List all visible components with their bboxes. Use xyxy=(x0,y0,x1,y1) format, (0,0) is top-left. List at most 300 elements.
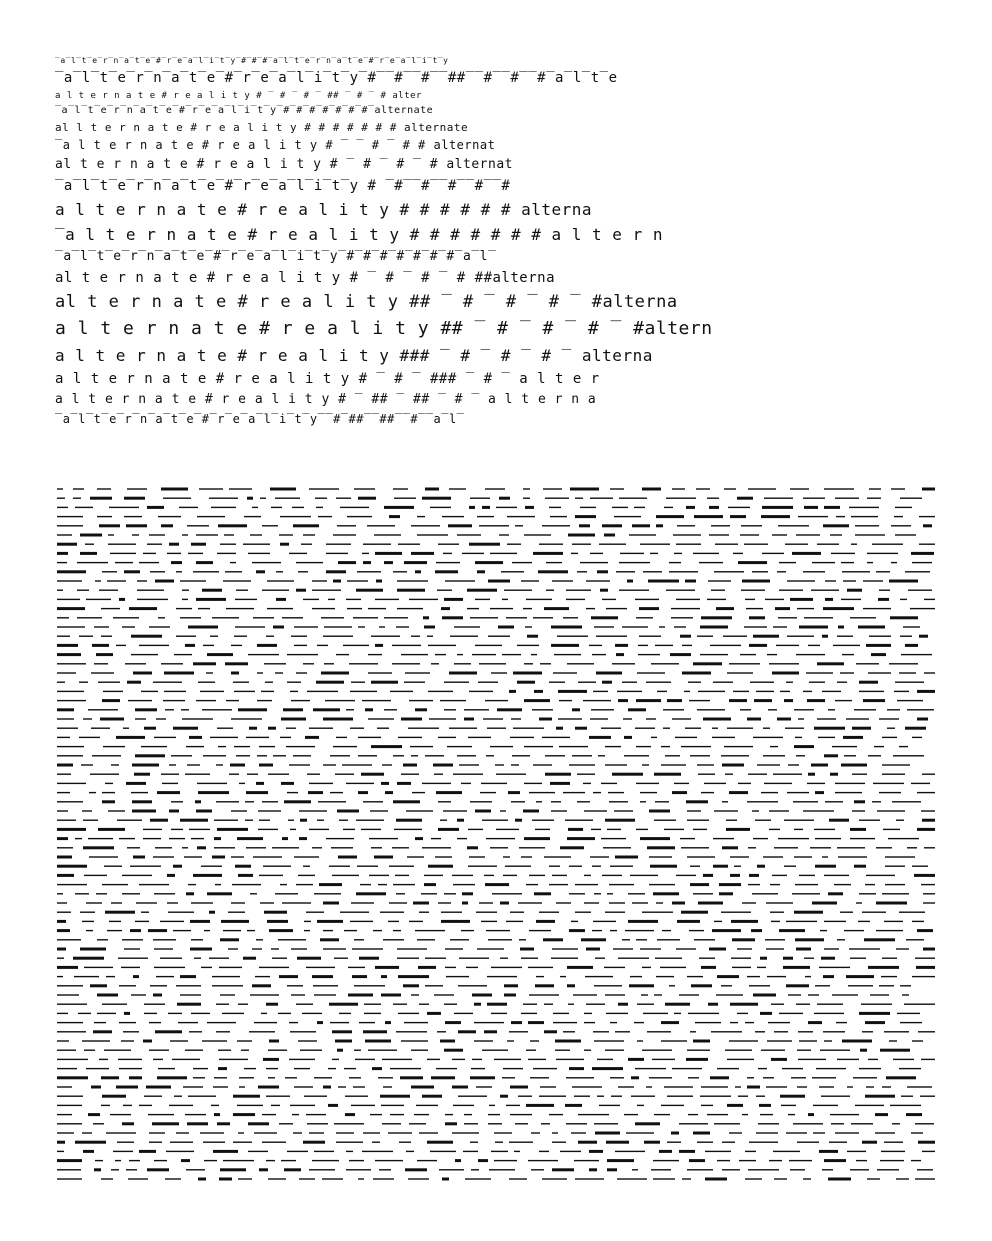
texture-dash xyxy=(427,1141,453,1144)
texture-dash xyxy=(787,580,815,581)
texture-dash xyxy=(404,682,425,683)
texture-dash xyxy=(617,691,642,692)
texture-dash xyxy=(716,607,734,610)
texture-dash xyxy=(884,1031,909,1032)
texture-dash xyxy=(523,1004,537,1005)
texture-dash xyxy=(632,902,648,903)
texture-dash xyxy=(887,709,900,710)
texture-dash xyxy=(410,746,433,747)
texture-dash xyxy=(717,1068,739,1069)
texture-dash xyxy=(301,544,312,545)
texture-dash xyxy=(272,847,299,848)
texture-dash xyxy=(821,957,835,960)
texture-dash xyxy=(490,847,508,848)
texture-dash xyxy=(892,801,921,802)
texture-dash xyxy=(656,976,674,977)
texture-dash xyxy=(458,985,487,986)
texture-dash xyxy=(768,709,777,710)
texture-dash xyxy=(340,912,369,913)
texture-dash xyxy=(750,682,774,683)
artwork-row: a l t e r n a t e # r e a l i t y ### ‾ # ‾ # ‾ # ‾ alterna xyxy=(55,346,653,365)
texture-dash xyxy=(111,1169,119,1170)
texture-dash xyxy=(181,1159,190,1162)
texture-dash xyxy=(189,736,202,739)
texture-dash xyxy=(75,893,89,894)
texture-dash xyxy=(284,800,311,803)
texture-dash xyxy=(103,691,123,692)
texture-dash xyxy=(592,866,601,867)
texture-dash xyxy=(808,1021,822,1024)
texture-dash xyxy=(840,912,853,913)
texture-dash xyxy=(339,1013,351,1014)
texture-dash xyxy=(238,1178,252,1179)
texture-dash xyxy=(92,644,109,647)
texture-dash xyxy=(365,708,373,711)
texture-dash xyxy=(411,1086,434,1089)
texture-dash xyxy=(271,1105,280,1106)
artwork-row: ‾a‾l‾t‾e‾r‾n‾a‾t‾e‾#‾r‾e‾a‾l‾i‾t‾y‾#‾#‾#‾#‾#‾#‾#‾a‾l‾ xyxy=(55,249,497,264)
texture-dash xyxy=(491,672,507,673)
texture-dash xyxy=(491,967,522,968)
texture-dash xyxy=(346,599,361,600)
texture-dash xyxy=(169,1105,193,1106)
texture-dash xyxy=(113,617,139,618)
texture-dash xyxy=(555,1050,570,1051)
texture-dash xyxy=(180,819,208,822)
texture-dash xyxy=(765,599,784,600)
texture-dash xyxy=(674,783,689,784)
texture-dash xyxy=(438,737,456,738)
texture-dash xyxy=(347,580,368,581)
texture-dash xyxy=(761,1050,785,1051)
texture-dash xyxy=(781,1105,796,1106)
texture-dash xyxy=(57,590,63,591)
texture-dash xyxy=(86,599,111,600)
texture-dash xyxy=(917,792,935,793)
texture-dash xyxy=(674,626,686,627)
texture-dash xyxy=(567,966,593,969)
texture-dash xyxy=(713,838,734,839)
texture-dash xyxy=(536,976,544,977)
texture-dash xyxy=(542,1178,567,1179)
texture-dash xyxy=(778,838,809,839)
texture-dash xyxy=(216,801,239,802)
texture-dash xyxy=(485,488,505,489)
texture-dash xyxy=(149,534,165,535)
texture-dash xyxy=(880,1160,904,1161)
texture-dash xyxy=(425,958,446,959)
texture-dash xyxy=(856,902,862,903)
texture-dash xyxy=(651,663,679,664)
texture-dash xyxy=(210,737,238,738)
texture-dash xyxy=(687,976,703,977)
texture-dash xyxy=(656,524,663,527)
texture-dash xyxy=(822,635,828,638)
texture-dash xyxy=(754,699,772,702)
texture-dash xyxy=(318,516,332,517)
texture-dash xyxy=(57,985,83,986)
texture-dash xyxy=(454,626,480,627)
texture-dash xyxy=(507,544,521,545)
texture-dash xyxy=(309,488,339,489)
texture-dash xyxy=(441,607,450,610)
texture-dash xyxy=(296,672,307,673)
texture-dash xyxy=(884,1142,903,1143)
texture-dash xyxy=(652,1059,675,1060)
texture-dash xyxy=(384,709,397,710)
texture-dash xyxy=(606,608,627,609)
texture-dash xyxy=(775,607,790,610)
texture-dash xyxy=(691,984,712,987)
texture-dash xyxy=(57,1031,86,1032)
texture-dash xyxy=(503,1068,523,1069)
texture-dash xyxy=(256,570,265,573)
texture-dash xyxy=(782,1068,803,1069)
texture-dash xyxy=(705,1178,727,1181)
texture-dash xyxy=(635,1068,666,1069)
texture-dash xyxy=(237,837,263,840)
texture-dash xyxy=(139,562,159,563)
texture-dash xyxy=(858,921,870,922)
texture-dash xyxy=(712,737,735,738)
texture-dash xyxy=(776,645,799,646)
texture-dash xyxy=(824,506,840,509)
texture-dash xyxy=(236,590,248,591)
texture-dash xyxy=(358,497,376,500)
texture-dash xyxy=(879,792,901,793)
texture-dash xyxy=(316,681,344,684)
texture-dash xyxy=(212,856,225,859)
texture-dash xyxy=(167,553,181,554)
texture-dash xyxy=(646,718,656,719)
texture-dash xyxy=(796,534,820,535)
texture-dash xyxy=(250,893,257,894)
texture-dash xyxy=(230,562,236,563)
texture-dash xyxy=(726,828,750,831)
texture-dash xyxy=(676,544,701,545)
texture-dash xyxy=(541,1123,550,1124)
texture-dash xyxy=(214,1077,227,1078)
texture-dash xyxy=(102,1004,127,1005)
texture-dash xyxy=(228,948,238,949)
texture-dash xyxy=(832,994,858,995)
texture-dash xyxy=(832,746,857,747)
texture-dash xyxy=(122,939,143,940)
texture-dash xyxy=(749,616,765,619)
texture-dash xyxy=(812,902,837,905)
texture-dash xyxy=(793,801,818,802)
texture-dash xyxy=(267,580,294,581)
texture-dash xyxy=(259,820,270,821)
texture-dash xyxy=(409,1123,426,1124)
texture-dash xyxy=(296,1004,313,1005)
texture-dash xyxy=(820,1050,850,1051)
texture-dash xyxy=(803,810,834,811)
texture-dash xyxy=(555,1040,581,1043)
texture-dash xyxy=(642,764,649,765)
texture-dash xyxy=(602,681,612,684)
texture-dash xyxy=(922,488,935,491)
texture-dash xyxy=(908,590,932,591)
texture-dash xyxy=(417,1160,437,1161)
texture-dash xyxy=(722,764,744,767)
texture-dash xyxy=(699,562,723,563)
texture-dash xyxy=(438,544,459,545)
texture-dash xyxy=(101,1076,119,1079)
texture-dash xyxy=(457,819,464,822)
texture-dash xyxy=(281,782,294,785)
texture-dash xyxy=(182,534,188,535)
texture-dash xyxy=(829,1142,847,1143)
texture-dash xyxy=(796,948,811,951)
texture-dash xyxy=(110,1114,131,1115)
texture-dash xyxy=(599,1105,620,1106)
texture-dash xyxy=(198,791,229,794)
texture-dash xyxy=(57,516,83,517)
texture-dash xyxy=(57,764,73,767)
texture-dash xyxy=(847,1151,866,1152)
texture-dash xyxy=(431,663,439,664)
texture-dash xyxy=(312,847,322,848)
texture-dash xyxy=(173,930,191,931)
texture-dash xyxy=(116,736,145,739)
texture-dash xyxy=(158,516,181,517)
texture-dash xyxy=(679,994,699,995)
texture-dash xyxy=(278,939,306,940)
texture-dash xyxy=(607,1159,634,1162)
texture-dash xyxy=(245,820,253,821)
texture-dash xyxy=(747,976,760,977)
texture-dash xyxy=(752,810,759,811)
texture-dash xyxy=(814,829,835,830)
texture-dash xyxy=(738,1096,748,1097)
texture-dash xyxy=(214,837,221,840)
texture-dash xyxy=(654,773,681,776)
texture-dash xyxy=(607,893,613,894)
texture-dash xyxy=(700,626,728,629)
texture-dash xyxy=(649,810,670,813)
texture-dash xyxy=(878,598,889,601)
texture-dash xyxy=(864,938,895,941)
texture-dash xyxy=(78,1013,91,1014)
texture-dash xyxy=(622,682,637,683)
texture-dash xyxy=(209,498,238,499)
texture-dash xyxy=(712,929,741,932)
texture-dash xyxy=(780,1095,805,1098)
texture-dash xyxy=(837,636,853,637)
texture-dash xyxy=(374,856,393,859)
texture-dash xyxy=(911,1132,923,1133)
texture-dash xyxy=(297,957,321,960)
texture-dash xyxy=(872,544,903,545)
texture-dash xyxy=(149,626,170,627)
texture-dash xyxy=(115,562,133,563)
texture-dash xyxy=(894,516,903,517)
texture-dash xyxy=(642,967,651,968)
texture-dash xyxy=(381,782,389,785)
texture-dash xyxy=(512,562,532,563)
texture-dash xyxy=(817,662,844,665)
texture-dash xyxy=(849,948,880,949)
texture-dash xyxy=(730,874,740,877)
texture-dash xyxy=(575,515,596,518)
texture-dash xyxy=(372,1067,382,1070)
texture-dash xyxy=(89,792,96,793)
texture-dash xyxy=(135,708,157,711)
texture-dash xyxy=(774,1031,788,1032)
texture-dash xyxy=(441,920,470,923)
texture-dash xyxy=(530,1077,549,1078)
texture-dash xyxy=(153,1059,163,1060)
texture-dash xyxy=(57,728,78,729)
texture-dash xyxy=(744,626,767,627)
texture-dash xyxy=(903,626,920,627)
texture-dash xyxy=(804,617,833,618)
texture-dash xyxy=(876,571,890,572)
texture-dash xyxy=(510,1114,532,1115)
texture-dash xyxy=(394,829,422,830)
texture-dash xyxy=(524,837,550,840)
texture-dash xyxy=(430,1151,456,1152)
texture-dash xyxy=(524,663,533,664)
texture-dash xyxy=(640,792,657,793)
texture-dash xyxy=(640,948,661,949)
texture-dash xyxy=(499,534,509,535)
texture-dash xyxy=(375,966,399,969)
texture-dash xyxy=(476,1086,492,1087)
texture-dash xyxy=(57,939,81,940)
texture-dash xyxy=(488,1114,500,1115)
texture-dash xyxy=(730,1022,738,1023)
texture-dash xyxy=(697,709,725,710)
texture-dash xyxy=(515,525,523,526)
texture-dash xyxy=(533,764,552,765)
texture-dash xyxy=(445,967,456,968)
texture-dash xyxy=(131,994,146,995)
texture-dash xyxy=(510,912,524,913)
texture-dash xyxy=(815,838,841,839)
texture-dash xyxy=(436,1068,457,1069)
texture-dash xyxy=(111,902,122,903)
texture-dash xyxy=(536,920,555,923)
texture-dash xyxy=(155,1030,182,1033)
texture-dash xyxy=(415,708,427,711)
texture-dash xyxy=(389,866,414,867)
texture-dash xyxy=(566,590,591,591)
texture-dash xyxy=(189,829,210,830)
texture-dash xyxy=(272,958,287,959)
texture-dash xyxy=(470,1142,478,1143)
texture-dash xyxy=(771,921,780,922)
texture-dash xyxy=(474,1022,504,1023)
texture-dash xyxy=(889,1040,897,1041)
texture-dash xyxy=(519,847,545,848)
texture-dash xyxy=(99,524,120,527)
texture-dash xyxy=(882,737,897,738)
texture-dash xyxy=(747,1077,754,1078)
texture-dash xyxy=(349,1160,364,1161)
texture-dash xyxy=(629,534,656,535)
texture-dash xyxy=(565,820,593,821)
texture-dash xyxy=(324,663,334,664)
texture-dash xyxy=(220,994,235,995)
texture-dash xyxy=(346,709,354,710)
texture-dash xyxy=(262,525,278,526)
texture-dash xyxy=(811,590,839,591)
texture-dash xyxy=(444,682,469,683)
texture-dash xyxy=(317,1021,323,1024)
texture-dash xyxy=(784,866,796,867)
texture-dash xyxy=(796,654,825,655)
texture-dash xyxy=(828,1178,851,1181)
texture-dash xyxy=(793,1123,823,1124)
texture-dash xyxy=(606,1141,629,1144)
texture-dash xyxy=(154,893,175,894)
texture-dash xyxy=(409,700,433,701)
texture-dash xyxy=(521,958,538,959)
texture-dash xyxy=(371,847,382,848)
texture-dash xyxy=(101,608,120,609)
texture-dash xyxy=(617,1178,647,1179)
texture-dash xyxy=(290,829,296,830)
texture-dash xyxy=(422,847,451,848)
texture-dash xyxy=(90,984,107,987)
texture-dash xyxy=(578,1141,597,1144)
texture-dash xyxy=(312,580,327,581)
texture-dash xyxy=(393,930,401,931)
texture-dash xyxy=(164,691,186,692)
texture-dash xyxy=(163,700,185,701)
texture-dash xyxy=(261,691,274,692)
texture-dash xyxy=(57,543,77,546)
texture-dash xyxy=(506,617,527,618)
texture-dash xyxy=(98,682,120,683)
texture-dash xyxy=(639,636,661,637)
texture-dash xyxy=(616,653,624,656)
texture-dash xyxy=(107,580,126,581)
texture-dash xyxy=(609,884,634,885)
texture-dash xyxy=(557,636,588,637)
texture-dash xyxy=(779,1013,803,1014)
texture-dash xyxy=(215,884,221,885)
texture-dash xyxy=(498,626,514,629)
texture-dash xyxy=(84,875,107,876)
texture-dash xyxy=(819,1150,838,1153)
texture-dash xyxy=(308,791,323,794)
texture-dash xyxy=(275,498,300,499)
texture-dash xyxy=(901,1096,913,1097)
texture-dash xyxy=(153,994,162,997)
texture-dash xyxy=(713,865,728,868)
texture-dash xyxy=(213,1086,228,1087)
texture-dash xyxy=(401,774,419,775)
texture-dash xyxy=(768,1022,790,1023)
texture-dash xyxy=(922,1151,935,1152)
texture-dash xyxy=(57,966,78,969)
texture-dash xyxy=(808,773,815,776)
texture-dash xyxy=(916,966,935,969)
texture-dash xyxy=(531,1169,544,1170)
texture-dash xyxy=(535,829,550,830)
texture-dash xyxy=(554,654,581,655)
texture-dash xyxy=(729,1040,758,1041)
texture-dash xyxy=(109,507,139,508)
texture-dash xyxy=(771,1058,787,1061)
artwork-row: ‾a l t e r n a t e # r e a l i t y # # # # # # # a l t e r n xyxy=(55,225,663,244)
texture-dash xyxy=(275,672,283,673)
texture-dash xyxy=(560,976,566,977)
texture-dash xyxy=(57,1040,69,1041)
